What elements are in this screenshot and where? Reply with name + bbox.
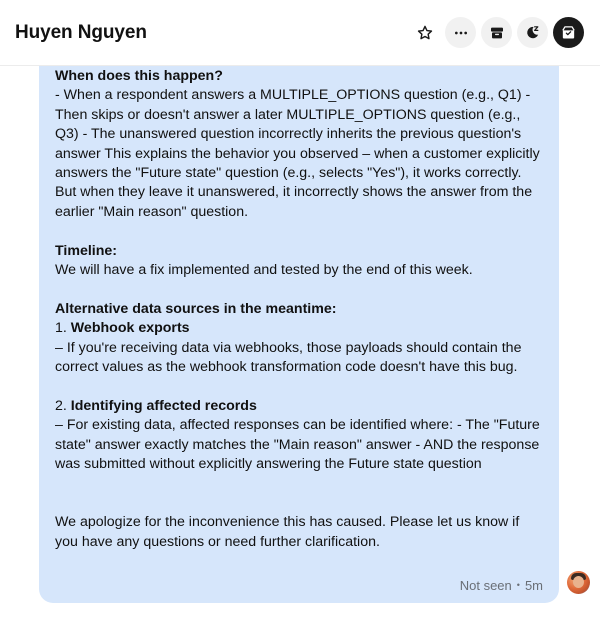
archive-icon <box>489 25 505 41</box>
item1-body: – If you're receiving data via webhooks, those payloads should contain the correct values as the webhook transformation code doesn't have this bug. <box>55 339 522 376</box>
more-icon <box>453 25 469 41</box>
more-options-button[interactable] <box>445 17 476 48</box>
message-list[interactable] <box>0 66 600 621</box>
item2-body: – For existing data, affected responses can be identified where: - The "Future state" answer exactly matches the "Main reason" answer - AND the response was submitted without explicitly answering the Future state question <box>55 417 540 473</box>
message-bubble <box>39 66 559 603</box>
snooze-button[interactable] <box>517 17 548 48</box>
contact-name: Huyen Nguyen <box>15 21 147 43</box>
alternatives-heading: Alternative data sources in the meantime: <box>55 300 337 317</box>
star-icon <box>416 24 434 42</box>
item2-number: 2. <box>55 397 67 414</box>
message-time: 5m <box>524 577 543 593</box>
item2-title: Identifying affected records <box>70 397 257 414</box>
closing-text: We apologize for the inconvenience this has caused. Please let us know if you have any questions or need further clarification. <box>55 514 520 550</box>
message-meta <box>460 576 543 595</box>
archive-button[interactable] <box>481 17 512 48</box>
conversation-header <box>0 0 600 66</box>
item1-title: Webhook exports <box>70 320 190 337</box>
header-actions <box>409 17 584 48</box>
when-heading: When does this happen? <box>55 68 223 84</box>
meta-separator: • <box>516 579 520 590</box>
item1-heading <box>55 319 543 338</box>
when-body: - When a respondent answers a MULTIPLE_OPTIONS question (e.g., Q1) - Then skips or doesn't answer a later MULTIPLE_OPTIONS question (e.g., Q3) - The unanswered question incorrectly inherits the previous question's answer This explains the behavior you observed – when a customer explicitly answers the "Future state" question (e.g., selects "Yes"), it works correctly. But when they leave it unanswered, it incorrectly shows the answer from the earlier "Main reason" question. <box>55 87 540 220</box>
close-conversation-icon <box>560 24 577 41</box>
star-button[interactable] <box>409 17 440 48</box>
timeline-body: We will have a fix implemented and tested by the end of this week. <box>55 262 473 279</box>
item1-number: 1. <box>55 320 67 337</box>
seen-status: Not seen <box>459 577 512 593</box>
snooze-icon <box>524 24 541 41</box>
avatar[interactable] <box>567 571 590 594</box>
close-conversation-button[interactable] <box>553 17 584 48</box>
item2-heading <box>55 397 543 416</box>
timeline-heading: Timeline: <box>55 242 118 259</box>
